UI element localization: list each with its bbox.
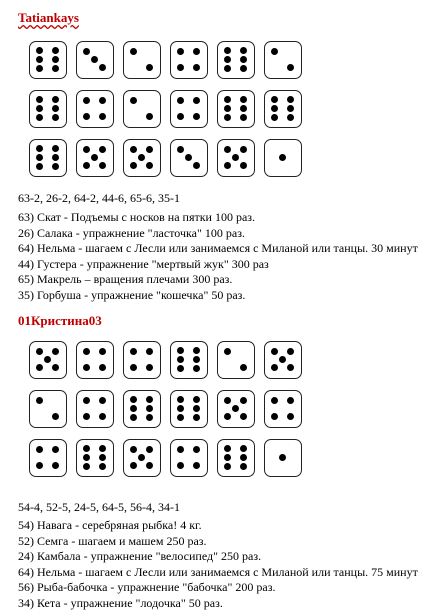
die-pip bbox=[99, 454, 106, 461]
die-pip bbox=[279, 154, 286, 161]
die-face-4 bbox=[123, 341, 161, 379]
post-2-line: 64) Нельма - шагаем с Лесли или занимаемся с Миланой или танцы. 75 минут bbox=[18, 565, 418, 581]
die-face-4 bbox=[170, 90, 208, 128]
die-pip bbox=[287, 364, 294, 371]
die-face-6 bbox=[29, 139, 67, 177]
die-pip bbox=[52, 47, 59, 54]
die-pip bbox=[146, 364, 153, 371]
die-pip bbox=[36, 145, 43, 152]
die-pip bbox=[146, 396, 153, 403]
die-face-4 bbox=[29, 439, 67, 477]
die-pip bbox=[240, 65, 247, 72]
die-pip bbox=[240, 47, 247, 54]
die-pip bbox=[271, 364, 278, 371]
post-1-combination: 63-2, 26-2, 64-2, 44-6, 65-6, 35-1 bbox=[18, 191, 180, 206]
post-1-line: 35) Горбуша - упражнение "кошечка" 50 раз. bbox=[18, 288, 418, 304]
die-pip bbox=[224, 445, 231, 452]
die-pip bbox=[240, 413, 247, 420]
post-2-line: 54) Навага - серебряная рыбка! 4 кг. bbox=[18, 518, 418, 534]
post-1-line: 44) Густера - упражнение "мертвый жук" 300 раз bbox=[18, 257, 418, 273]
die-pip bbox=[177, 347, 184, 354]
die-pip bbox=[177, 146, 184, 153]
die-face-4 bbox=[76, 90, 114, 128]
die-pip bbox=[177, 113, 184, 120]
die-pip bbox=[36, 47, 43, 54]
die-pip bbox=[99, 146, 106, 153]
die-face-6 bbox=[170, 341, 208, 379]
die-pip bbox=[185, 154, 192, 161]
die-pip bbox=[36, 154, 43, 161]
die-pip bbox=[146, 414, 153, 421]
die-pip bbox=[271, 413, 278, 420]
die-face-5 bbox=[264, 341, 302, 379]
die-face-1 bbox=[264, 139, 302, 177]
post-2-author[interactable]: 01Кристина03 bbox=[18, 313, 102, 329]
die-pip bbox=[240, 397, 247, 404]
post-1-line: 64) Нельма - шагаем с Лесли или занимаемся с Миланой или танцы. 30 минут bbox=[18, 241, 418, 257]
die-pip bbox=[240, 454, 247, 461]
die-pip bbox=[287, 348, 294, 355]
die-pip bbox=[52, 65, 59, 72]
die-pip bbox=[224, 114, 231, 121]
die-pip bbox=[99, 413, 106, 420]
die-face-5 bbox=[76, 139, 114, 177]
die-pip bbox=[83, 48, 90, 55]
die-pip bbox=[36, 364, 43, 371]
die-pip bbox=[146, 405, 153, 412]
die-pip bbox=[177, 462, 184, 469]
die-pip bbox=[52, 96, 59, 103]
die-pip bbox=[52, 462, 59, 469]
die-pip bbox=[177, 405, 184, 412]
die-pip bbox=[193, 64, 200, 71]
post-1-line: 26) Салака - упражнение "ласточка" 100 раз. bbox=[18, 226, 418, 242]
die-pip bbox=[52, 145, 59, 152]
die-pip bbox=[83, 445, 90, 452]
die-pip bbox=[99, 397, 106, 404]
die-pip bbox=[83, 348, 90, 355]
die-pip bbox=[36, 114, 43, 121]
die-pip bbox=[36, 163, 43, 170]
die-pip bbox=[83, 454, 90, 461]
die-pip bbox=[193, 113, 200, 120]
die-pip bbox=[99, 445, 106, 452]
die-pip bbox=[193, 48, 200, 55]
die-pip bbox=[224, 454, 231, 461]
post-1-line: 63) Скат - Подъемы с носков на пятки 100 раз. bbox=[18, 210, 418, 226]
die-pip bbox=[240, 162, 247, 169]
die-pip bbox=[146, 462, 153, 469]
die-pip bbox=[52, 348, 59, 355]
die-face-3 bbox=[170, 139, 208, 177]
post-2-line: 24) Камбала - упражнение "велосипед" 250 раз. bbox=[18, 549, 418, 565]
die-pip bbox=[83, 146, 90, 153]
die-face-4 bbox=[170, 439, 208, 477]
die-pip bbox=[224, 146, 231, 153]
die-pip bbox=[224, 348, 231, 355]
die-pip bbox=[240, 445, 247, 452]
die-pip bbox=[130, 364, 137, 371]
die-pip bbox=[224, 105, 231, 112]
post-2-combination: 54-4, 52-5, 24-5, 64-5, 56-4, 34-1 bbox=[18, 500, 180, 515]
die-pip bbox=[36, 348, 43, 355]
die-pip bbox=[146, 348, 153, 355]
die-pip bbox=[193, 356, 200, 363]
post-1-lines bbox=[18, 210, 418, 303]
die-pip bbox=[177, 356, 184, 363]
die-face-6 bbox=[76, 439, 114, 477]
die-pip bbox=[138, 154, 145, 161]
die-face-6 bbox=[264, 90, 302, 128]
die-pip bbox=[287, 397, 294, 404]
die-pip bbox=[271, 114, 278, 121]
post-1-author[interactable]: Tatiankays bbox=[18, 10, 79, 26]
die-face-2 bbox=[217, 341, 255, 379]
die-pip bbox=[99, 348, 106, 355]
die-face-6 bbox=[123, 390, 161, 428]
die-pip bbox=[224, 463, 231, 470]
die-face-6 bbox=[29, 41, 67, 79]
die-pip bbox=[130, 97, 137, 104]
die-face-6 bbox=[217, 90, 255, 128]
post-2-lines bbox=[18, 518, 418, 611]
die-pip bbox=[271, 96, 278, 103]
die-pip bbox=[177, 414, 184, 421]
die-pip bbox=[83, 397, 90, 404]
die-pip bbox=[287, 413, 294, 420]
die-pip bbox=[287, 64, 294, 71]
die-pip bbox=[36, 446, 43, 453]
die-pip bbox=[287, 114, 294, 121]
die-face-5 bbox=[217, 390, 255, 428]
post-1-line: 65) Макрель – вращения плечами 300 раз. bbox=[18, 272, 418, 288]
die-pip bbox=[240, 105, 247, 112]
die-pip bbox=[232, 154, 239, 161]
die-face-2 bbox=[123, 41, 161, 79]
die-pip bbox=[83, 463, 90, 470]
die-pip bbox=[224, 56, 231, 63]
die-pip bbox=[177, 97, 184, 104]
die-pip bbox=[130, 396, 137, 403]
die-face-1 bbox=[264, 439, 302, 477]
die-pip bbox=[99, 162, 106, 169]
die-face-6 bbox=[217, 439, 255, 477]
die-pip bbox=[83, 413, 90, 420]
die-face-3 bbox=[76, 41, 114, 79]
die-pip bbox=[52, 56, 59, 63]
die-pip bbox=[193, 414, 200, 421]
die-pip bbox=[193, 462, 200, 469]
die-pip bbox=[99, 364, 106, 371]
post-2-line: 34) Кета - упражнение "лодочка" 50 раз. bbox=[18, 596, 418, 611]
die-pip bbox=[177, 446, 184, 453]
die-pip bbox=[52, 413, 59, 420]
die-face-5 bbox=[123, 139, 161, 177]
die-pip bbox=[193, 97, 200, 104]
die-pip bbox=[193, 347, 200, 354]
die-pip bbox=[52, 446, 59, 453]
post-2-line: 56) Рыба-бабочка - упражнение "бабочка" 200 раз. bbox=[18, 580, 418, 596]
die-face-4 bbox=[76, 341, 114, 379]
die-face-5 bbox=[217, 139, 255, 177]
die-pip bbox=[271, 397, 278, 404]
die-pip bbox=[240, 146, 247, 153]
die-pip bbox=[52, 154, 59, 161]
die-pip bbox=[52, 364, 59, 371]
die-face-6 bbox=[29, 90, 67, 128]
die-pip bbox=[130, 414, 137, 421]
die-pip bbox=[193, 405, 200, 412]
die-pip bbox=[224, 162, 231, 169]
die-pip bbox=[193, 162, 200, 169]
die-pip bbox=[146, 64, 153, 71]
die-pip bbox=[177, 64, 184, 71]
die-pip bbox=[232, 405, 239, 412]
die-pip bbox=[91, 56, 98, 63]
die-pip bbox=[52, 114, 59, 121]
die-pip bbox=[146, 113, 153, 120]
die-face-6 bbox=[217, 41, 255, 79]
die-pip bbox=[130, 146, 137, 153]
die-pip bbox=[138, 454, 145, 461]
die-pip bbox=[177, 48, 184, 55]
die-pip bbox=[224, 397, 231, 404]
die-pip bbox=[83, 162, 90, 169]
die-pip bbox=[36, 105, 43, 112]
die-pip bbox=[36, 65, 43, 72]
die-pip bbox=[99, 463, 106, 470]
die-pip bbox=[146, 146, 153, 153]
die-pip bbox=[279, 356, 286, 363]
die-face-4 bbox=[170, 41, 208, 79]
die-pip bbox=[44, 356, 51, 363]
die-pip bbox=[52, 163, 59, 170]
die-pip bbox=[130, 462, 137, 469]
die-face-2 bbox=[264, 41, 302, 79]
die-pip bbox=[287, 105, 294, 112]
die-pip bbox=[193, 446, 200, 453]
die-pip bbox=[224, 65, 231, 72]
die-pip bbox=[193, 396, 200, 403]
die-face-5 bbox=[123, 439, 161, 477]
die-pip bbox=[146, 446, 153, 453]
die-pip bbox=[130, 48, 137, 55]
die-pip bbox=[36, 462, 43, 469]
die-pip bbox=[279, 454, 286, 461]
die-face-6 bbox=[170, 390, 208, 428]
die-face-2 bbox=[29, 390, 67, 428]
die-pip bbox=[99, 113, 106, 120]
die-pip bbox=[224, 413, 231, 420]
die-pip bbox=[287, 96, 294, 103]
die-pip bbox=[240, 96, 247, 103]
die-face-2 bbox=[123, 90, 161, 128]
die-pip bbox=[130, 446, 137, 453]
die-pip bbox=[224, 47, 231, 54]
die-pip bbox=[224, 96, 231, 103]
die-pip bbox=[36, 56, 43, 63]
post-2-line: 52) Семга - шагаем и машем 250 раз. bbox=[18, 534, 418, 550]
die-face-4 bbox=[76, 390, 114, 428]
die-pip bbox=[99, 97, 106, 104]
die-pip bbox=[240, 56, 247, 63]
die-pip bbox=[240, 114, 247, 121]
die-pip bbox=[271, 105, 278, 112]
die-pip bbox=[130, 405, 137, 412]
die-pip bbox=[91, 154, 98, 161]
die-face-4 bbox=[264, 390, 302, 428]
die-pip bbox=[36, 96, 43, 103]
die-pip bbox=[83, 364, 90, 371]
die-pip bbox=[99, 64, 106, 71]
die-pip bbox=[193, 365, 200, 372]
die-pip bbox=[177, 365, 184, 372]
die-pip bbox=[130, 162, 137, 169]
die-pip bbox=[83, 113, 90, 120]
die-face-5 bbox=[29, 341, 67, 379]
die-pip bbox=[130, 348, 137, 355]
die-pip bbox=[146, 162, 153, 169]
die-pip bbox=[177, 396, 184, 403]
die-pip bbox=[271, 348, 278, 355]
die-pip bbox=[83, 97, 90, 104]
die-pip bbox=[271, 48, 278, 55]
die-pip bbox=[36, 397, 43, 404]
die-pip bbox=[240, 364, 247, 371]
die-pip bbox=[52, 105, 59, 112]
die-pip bbox=[240, 463, 247, 470]
